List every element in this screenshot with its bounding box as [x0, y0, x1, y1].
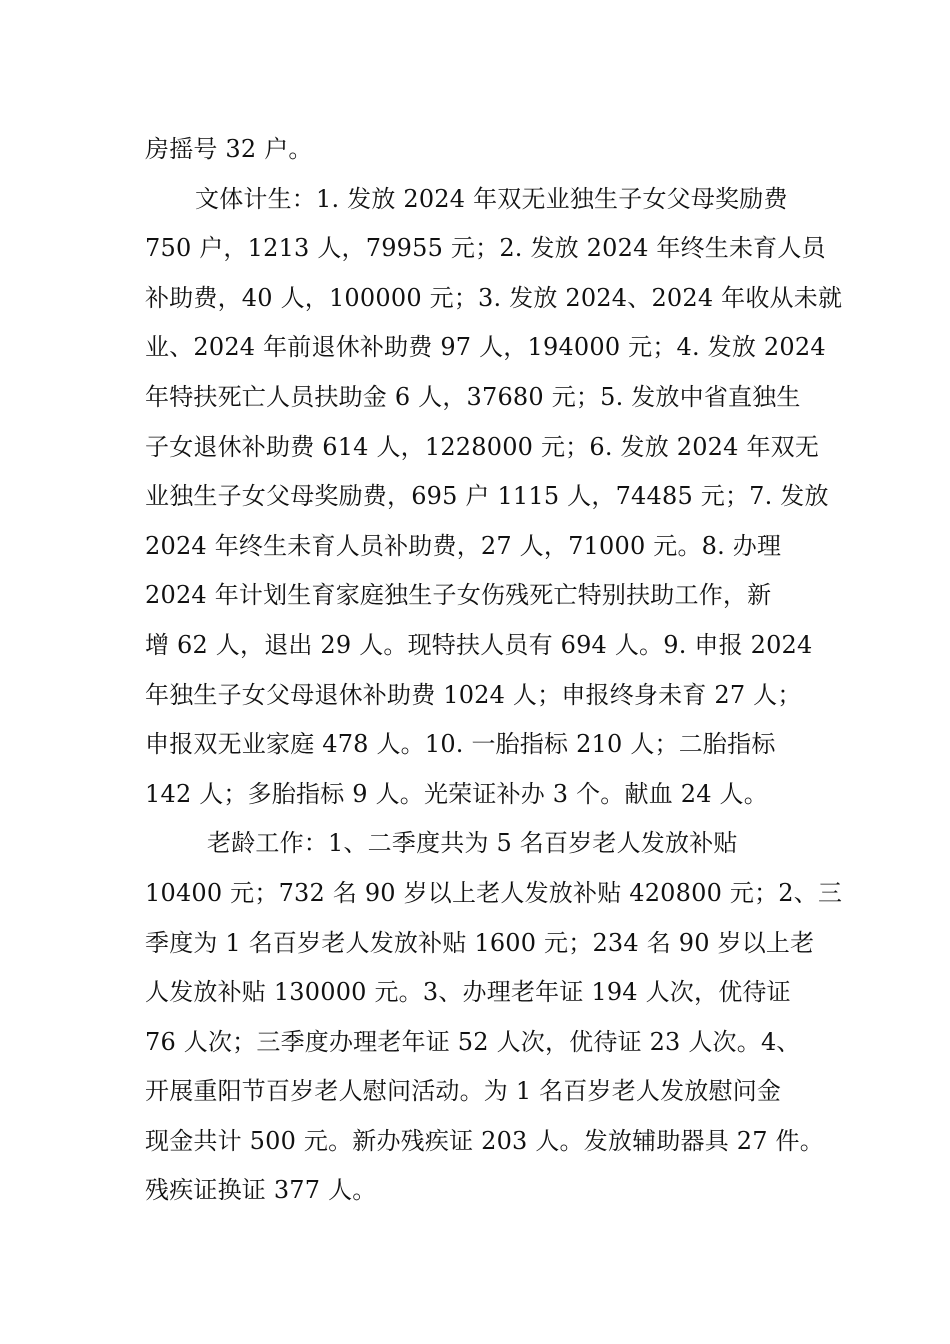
text-line: 现金共计 500 元。新办残疾证 203 人。发放辅助器具 27 件。 [145, 1126, 824, 1155]
paragraph-first-line: 老龄工作：1、二季度共为 5 名百岁老人发放补贴 [207, 829, 738, 858]
text-line: 残疾证换证 377 人。 [145, 1176, 377, 1205]
text-line: 年特扶死亡人员扶助金 6 人，37680 元；5. 发放中省直独生 [145, 382, 801, 411]
text-line: 房摇号 32 户。 [145, 135, 313, 163]
text-line: 业独生子女父母奖励费，695 户 1115 人，74485 元；7. 发放 [145, 482, 829, 511]
text-line: 2024 年计划生育家庭独生子女伤残死亡特别扶助工作，新 [145, 581, 772, 610]
text-line: 申报双无业家庭 478 人。10. 一胎指标 210 人；二胎指标 [145, 730, 776, 759]
text-line: 补助费，40 人，100000 元；3. 发放 2024、2024 年收从未就 [145, 283, 843, 312]
document-body [145, 125, 843, 1216]
text-line: 76 人次；三季度办理老年证 52 人次，优待证 23 人次。4、 [145, 1027, 801, 1056]
text-line: 750 户，1213 人，79955 元；2. 发放 2024 年终生未育人员 [145, 234, 826, 263]
text-line: 增 62 人，退出 29 人。现特扶人员有 694 人。9. 申报 2024 [145, 630, 813, 659]
text-line: 年独生子女父母退休补助费 1024 人；申报终身未育 27 人； [145, 680, 802, 709]
text-line: 10400 元；732 名 90 岁以上老人发放补贴 420800 元；2、三 [145, 878, 843, 907]
text-line: 开展重阳节百岁老人慰问活动。为 1 名百岁老人发放慰问金 [145, 1077, 782, 1106]
paragraph-first-line: 文体计生：1. 发放 2024 年双无业独生子女父母奖励费 [195, 184, 788, 213]
text-line: 142 人；多胎指标 9 人。光荣证补办 3 个。献血 24 人。 [145, 779, 768, 808]
text-line: 季度为 1 名百岁老人发放补贴 1600 元；234 名 90 岁以上老 [145, 928, 815, 957]
text-line: 2024 年终生未育人员补助费，27 人，71000 元。8. 办理 [145, 531, 782, 560]
text-line: 人发放补贴 130000 元。3、办理老年证 194 人次，优待证 [145, 978, 791, 1007]
text-line: 子女退休补助费 614 人，1228000 元；6. 发放 2024 年双无 [145, 432, 820, 461]
text-line: 业、2024 年前退休补助费 97 人，194000 元；4. 发放 2024 [145, 333, 826, 362]
